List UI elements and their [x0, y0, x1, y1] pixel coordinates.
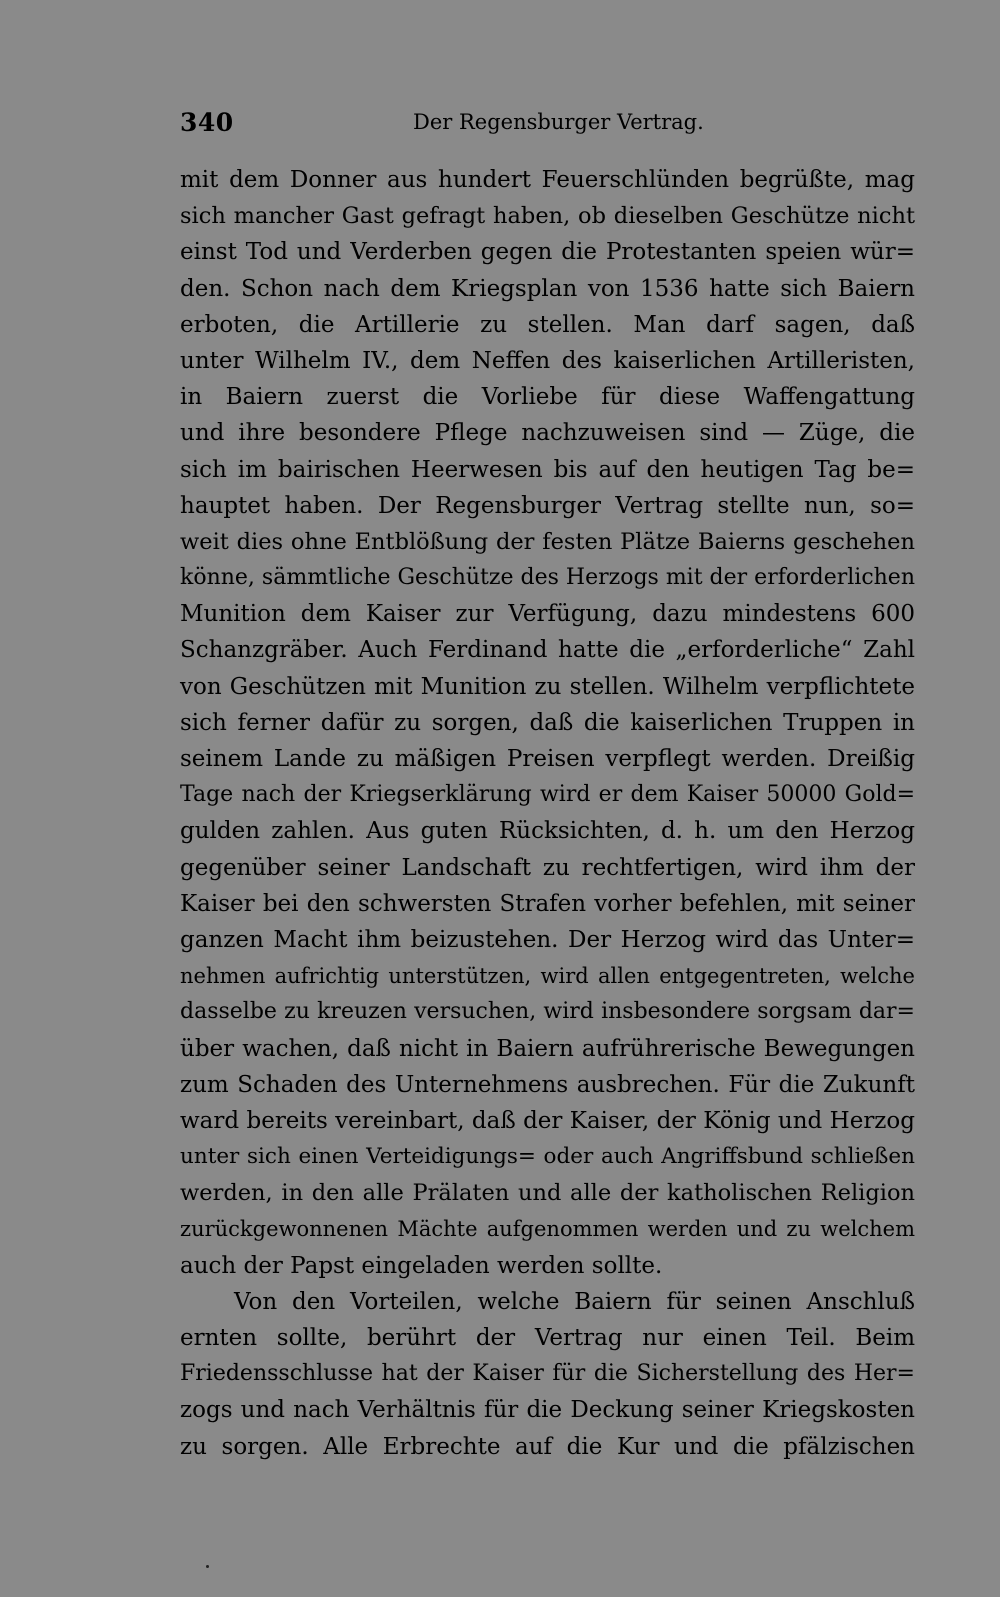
text-line: sich im bairischen Heerwesen bis auf den heutigen Tag be= [180, 456, 915, 483]
paragraph-2 [180, 1284, 915, 1465]
text-line: mit dem Donner aus hundert Feuerschlünden begrüßte, mag [180, 167, 915, 193]
text-line: zu sorgen. Alle Erbrechte auf die Kur und die pfälzischen [180, 1433, 915, 1460]
text-line: Tage nach der Kriegserklärung wird er dem Kaiser 50000 Gold= [180, 782, 915, 808]
text-line: Kaiser bei den schwersten Strafen vorher befehlen, mit seiner [180, 890, 915, 917]
text-line: unter Wilhelm IV., dem Neffen des kaiserlichen Artilleristen, [180, 347, 915, 374]
text-line: weit dies ohne Entblößung der festen Plätze Baierns geschehen [180, 528, 915, 555]
text-line: werden, in den alle Prälaten und alle der katholischen Religion [180, 1180, 915, 1207]
text-line: den. Schon nach dem Kriegsplan von 1536 hatte sich Baiern [180, 275, 915, 302]
text-line: auch der Papst eingeladen werden sollte. [180, 1252, 663, 1279]
text-line: erboten, die Artillerie zu stellen. Man darf sagen, daß [180, 311, 915, 338]
text-line: zum Schaden des Unternehmens ausbrechen. Für die Zukunft [180, 1071, 915, 1098]
running-title: Der Regensburger Vertrag. [413, 110, 704, 134]
text-line: zurückgewonnenen Mächte aufgenommen werden und zu welchem [180, 1217, 915, 1242]
text-line: sich ferner dafür zu sorgen, daß die kaiserlichen Truppen in [180, 709, 915, 736]
text-line: Von den Vorteilen, welche Baiern für seinen Anschluß [234, 1288, 915, 1315]
text-line: nehmen aufrichtig unterstützen, wird allen entgegentreten, welche [180, 964, 915, 989]
print-speck [206, 1565, 209, 1568]
body-text [180, 162, 915, 1465]
text-line: gegenüber seiner Landschaft zu rechtfertigen, wird ihm der [180, 854, 915, 881]
text-line: und ihre besondere Pflege nachzuweisen sind — Züge, die [180, 420, 915, 447]
text-line: zogs und nach Verhältnis für die Deckung seiner Kriegskosten [180, 1397, 915, 1424]
text-line: einst Tod und Verderben gegen die Protestanten speien wür= [180, 239, 915, 266]
text-line: könne, sämmtliche Geschütze des Herzogs mit der erforderlichen [180, 565, 915, 591]
text-line: gulden zahlen. Aus guten Rücksichten, d. h. um den Herzog [180, 818, 915, 845]
text-line: von Geschützen mit Munition zu stellen. Wilhelm verpflichtete [180, 673, 915, 700]
text-line: über wachen, daß nicht in Baiern aufrührerische Bewegungen [180, 1035, 915, 1062]
text-line: dasselbe zu kreuzen versuchen, wird insbesondere sorgsam dar= [180, 999, 915, 1025]
text-line: ganzen Macht ihm beizustehen. Der Herzog wird das Unter= [180, 926, 915, 953]
text-line: hauptet haben. Der Regensburger Vertrag stellte nun, so= [180, 492, 915, 519]
text-line: ernten sollte, berührt der Vertrag nur einen Teil. Beim [180, 1325, 915, 1351]
text-line: unter sich einen Verteidigungs= oder auch Angriffsbund schließen [180, 1144, 915, 1170]
text-line: sich mancher Gast gefragt haben, ob dieselben Geschütze nicht [180, 203, 915, 230]
text-line: Schanzgräber. Auch Ferdinand hatte die „erforderliche“ Zahl [180, 637, 915, 664]
text-line: seinem Lande zu mäßigen Preisen verpflegt werden. Dreißig [180, 746, 915, 772]
page-header [180, 108, 704, 144]
text-line: ward bereits vereinbart, daß der Kaiser, der König und Herzog [180, 1107, 915, 1134]
text-line: Friedensschlusse hat der Kaiser für die Sicherstellung des Her= [180, 1361, 915, 1387]
paragraph-1 [180, 162, 915, 1284]
text-line: Munition dem Kaiser zur Verfügung, dazu mindestens 600 [180, 601, 915, 628]
text-line: in Baiern zuerst die Vorliebe für diese Waffengattung [180, 384, 915, 411]
page-number: 340 [180, 108, 234, 137]
